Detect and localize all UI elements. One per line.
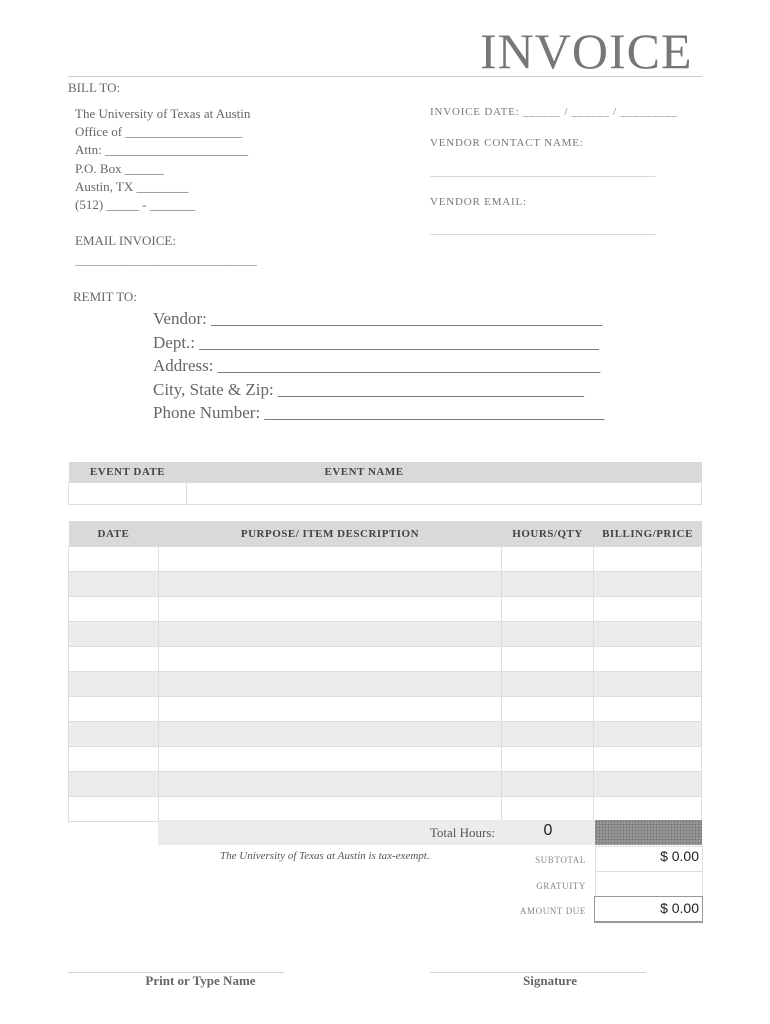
- subtotal-value: $ 0.00: [660, 848, 699, 864]
- hours-qty-header: HOURS/QTY: [502, 521, 594, 547]
- hours-cell[interactable]: [502, 797, 594, 822]
- hours-cell[interactable]: [502, 647, 594, 672]
- invoice-title: INVOICE: [480, 23, 693, 79]
- total-hours-label: Total Hours:: [429, 825, 495, 840]
- bill-to-line: The University of Texas at Austin: [75, 106, 251, 121]
- date-cell[interactable]: [69, 597, 159, 622]
- price-cell[interactable]: [594, 572, 702, 597]
- price-cell[interactable]: [594, 797, 702, 822]
- description-cell[interactable]: [158, 547, 501, 572]
- bill-to-address: [75, 105, 250, 214]
- price-cell[interactable]: [594, 622, 702, 647]
- vendor-contact-field[interactable]: _________________________________________: [430, 166, 656, 178]
- description-cell[interactable]: [158, 772, 501, 797]
- description-header: PURPOSE/ ITEM DESCRIPTION: [158, 521, 501, 547]
- remit-city-state-zip-field[interactable]: City, State & Zip: ____________________________________: [153, 379, 584, 399]
- price-cell[interactable]: [594, 747, 702, 772]
- vendor-contact-label: VENDOR CONTACT NAME:: [430, 137, 584, 149]
- table-row: [69, 672, 702, 697]
- date-cell[interactable]: [69, 672, 159, 697]
- hours-cell[interactable]: [502, 547, 594, 572]
- table-row: [69, 747, 702, 772]
- table-row: [69, 547, 702, 572]
- remit-address-field[interactable]: Address: _____________________________________________: [153, 356, 601, 375]
- description-cell[interactable]: [158, 747, 501, 772]
- date-cell[interactable]: [69, 722, 159, 747]
- hours-cell[interactable]: [502, 572, 594, 597]
- price-cell[interactable]: [594, 547, 702, 572]
- price-cell[interactable]: [594, 722, 702, 747]
- description-cell[interactable]: [158, 572, 501, 597]
- table-row: [69, 722, 702, 747]
- table-row: [69, 647, 702, 672]
- event-table: [68, 462, 702, 505]
- table-row: [69, 772, 702, 797]
- hours-cell[interactable]: [502, 597, 594, 622]
- bill-to-label: BILL TO:: [68, 80, 121, 95]
- price-cell[interactable]: [594, 697, 702, 722]
- table-row: [69, 597, 702, 622]
- date-cell[interactable]: [69, 572, 159, 597]
- gratuity-label: GRATUITY: [536, 881, 586, 891]
- description-cell[interactable]: [158, 722, 501, 747]
- hours-cell[interactable]: [502, 697, 594, 722]
- print-name-label: Print or Type Name: [145, 973, 256, 988]
- date-cell[interactable]: [69, 547, 159, 572]
- table-row: [69, 797, 702, 822]
- event-name-header: EVENT NAME: [187, 462, 702, 483]
- remit-to-block: [153, 307, 604, 425]
- hours-cell[interactable]: [502, 772, 594, 797]
- signature-line[interactable]: ____________________________________: [430, 960, 646, 974]
- shaded-cell: [595, 820, 702, 845]
- date-cell[interactable]: [69, 772, 159, 797]
- date-header: DATE: [69, 521, 159, 547]
- table-row: [69, 697, 702, 722]
- description-cell[interactable]: [158, 647, 501, 672]
- bill-to-line: Attn: ______________________: [75, 142, 248, 158]
- hours-cell[interactable]: [502, 672, 594, 697]
- hours-cell[interactable]: [502, 622, 594, 647]
- date-cell[interactable]: [69, 697, 159, 722]
- remit-phone-field[interactable]: Phone Number: ________________________________________: [153, 403, 605, 422]
- table-row: [69, 622, 702, 647]
- header-rule: [68, 76, 702, 77]
- signature-label: Signature: [523, 973, 577, 988]
- bill-to-line: Austin, TX ________: [75, 178, 189, 194]
- hours-cell[interactable]: [502, 747, 594, 772]
- amount-due-value: $ 0.00: [660, 900, 699, 916]
- description-cell[interactable]: [158, 672, 501, 697]
- bill-to-line: Office of __________________: [75, 124, 243, 140]
- remit-dept-field[interactable]: Dept.: _______________________________________________: [153, 332, 599, 352]
- price-cell[interactable]: [594, 647, 702, 672]
- date-cell[interactable]: [69, 747, 159, 772]
- print-name-line[interactable]: ____________________________________: [68, 960, 284, 974]
- table-row: [69, 572, 702, 597]
- tax-exempt-note: The University of Texas at Austin is tax-exempt.: [220, 850, 430, 862]
- email-invoice-field[interactable]: ____________________________: [75, 252, 257, 267]
- event-date-header: EVENT DATE: [69, 462, 187, 483]
- event-name-cell[interactable]: [187, 483, 702, 505]
- date-cell[interactable]: [69, 647, 159, 672]
- price-cell[interactable]: [594, 597, 702, 622]
- total-hours-value: 0: [543, 822, 553, 839]
- remit-vendor-field[interactable]: Vendor: ______________________________________________: [153, 309, 603, 328]
- amount-due-label: AMOUNT DUE: [519, 906, 586, 916]
- bill-to-line: P.O. Box ______: [75, 160, 164, 176]
- bill-to-line: (512) _____ - _______: [75, 197, 196, 213]
- hours-cell[interactable]: [502, 722, 594, 747]
- billing-price-header: BILLING/PRICE: [594, 521, 702, 547]
- vendor-email-label: VENDOR EMAIL:: [430, 196, 527, 208]
- date-cell[interactable]: [69, 797, 159, 822]
- remit-to-label: REMIT TO:: [73, 289, 137, 304]
- date-cell[interactable]: [69, 622, 159, 647]
- subtotal-label: SUBTOTAL: [535, 855, 586, 865]
- vendor-email-field[interactable]: _________________________________________: [430, 224, 656, 236]
- event-date-cell[interactable]: [69, 483, 187, 505]
- price-cell[interactable]: [594, 672, 702, 697]
- description-cell[interactable]: [158, 597, 501, 622]
- email-invoice-label: EMAIL INVOICE:: [75, 233, 176, 248]
- description-cell[interactable]: [158, 622, 501, 647]
- invoice-date-field[interactable]: INVOICE DATE: ______ / ______ / _________: [430, 106, 678, 118]
- description-cell[interactable]: [158, 697, 501, 722]
- price-cell[interactable]: [594, 772, 702, 797]
- gratuity-cell[interactable]: [595, 871, 703, 897]
- items-table: [68, 521, 702, 822]
- description-cell[interactable]: [158, 797, 501, 822]
